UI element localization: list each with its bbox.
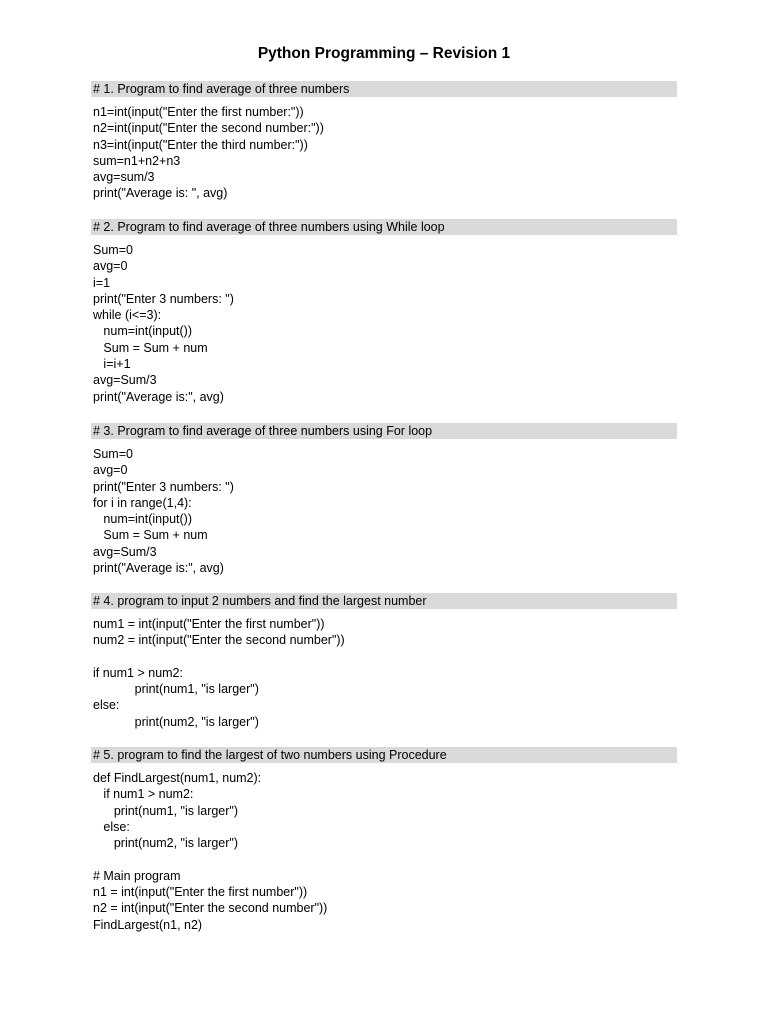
code-line: print("Average is:", avg) [93, 561, 224, 576]
code-line: print("Enter 3 numbers: ") [93, 291, 234, 306]
code-line: n1=int(input("Enter the first number:")) [93, 105, 304, 119]
section-header: # 2. Program to find average of three numbers using While loop [91, 219, 677, 235]
code-line: print("Enter 3 numbers: ") [93, 479, 234, 494]
code-line: avg=0 [93, 259, 128, 274]
code-line: if num1 > num2: [93, 787, 194, 802]
code-line: n2=int(input("Enter the second number:")) [93, 121, 324, 136]
code-block [93, 770, 677, 933]
code-line: Sum = Sum + num [93, 340, 208, 355]
section-header: # 1. Program to find average of three numbers [91, 81, 677, 97]
code-line: avg=Sum/3 [93, 544, 157, 559]
code-line: avg=sum/3 [93, 170, 155, 185]
code-block [93, 242, 677, 405]
code-line: i=i+1 [93, 357, 131, 372]
code-line: Sum = Sum + num [93, 528, 208, 543]
code-line: while (i<=3): [93, 308, 162, 323]
code-block [93, 446, 677, 576]
code-line: for i in range(1,4): [93, 495, 192, 510]
code-line: avg=Sum/3 [93, 373, 157, 388]
code-line: FindLargest(n1, n2) [93, 917, 203, 932]
code-line: print(num1, "is larger") [93, 682, 259, 697]
section-header: # 5. program to find the largest of two numbers using Procedure [91, 747, 677, 763]
code-line: sum=n1+n2+n3 [93, 153, 181, 168]
code-line: num1 = int(input("Enter the first number")) [93, 617, 325, 631]
code-line: else: [93, 698, 120, 713]
code-line: print("Average is: ", avg) [93, 186, 228, 201]
code-line: print(num2, "is larger") [93, 836, 239, 851]
code-line: print("Average is:", avg) [93, 389, 224, 404]
code-line: Sum=0 [93, 447, 133, 461]
section-header: # 3. Program to find average of three numbers using For loop [91, 423, 677, 439]
code-line: i=1 [93, 275, 111, 290]
code-line: else: [93, 819, 130, 834]
code-line: def FindLargest(num1, num2): [93, 771, 262, 785]
code-line: n3=int(input("Enter the third number:")) [93, 137, 308, 152]
code-line: n2 = int(input("Enter the second number")) [93, 901, 328, 916]
code-line: num=int(input()) [93, 512, 192, 527]
code-line [93, 851, 677, 867]
code-line: num=int(input()) [93, 324, 192, 339]
code-line: # Main program [93, 868, 181, 883]
code-line [93, 649, 677, 665]
code-line: num2 = int(input("Enter the second number")) [93, 633, 345, 648]
code-line: avg=0 [93, 463, 128, 478]
code-line: n1 = int(input("Enter the first number")) [93, 885, 308, 900]
code-line: if num1 > num2: [93, 665, 183, 680]
code-block [93, 104, 677, 202]
code-block [93, 616, 677, 730]
section-header: # 4. program to input 2 numbers and find the largest number [91, 593, 677, 609]
code-line: print(num1, "is larger") [93, 803, 239, 818]
document-title: Python Programming – Revision 1 [257, 45, 511, 62]
code-line: Sum=0 [93, 243, 133, 257]
code-line: print(num2, "is larger") [93, 714, 259, 729]
